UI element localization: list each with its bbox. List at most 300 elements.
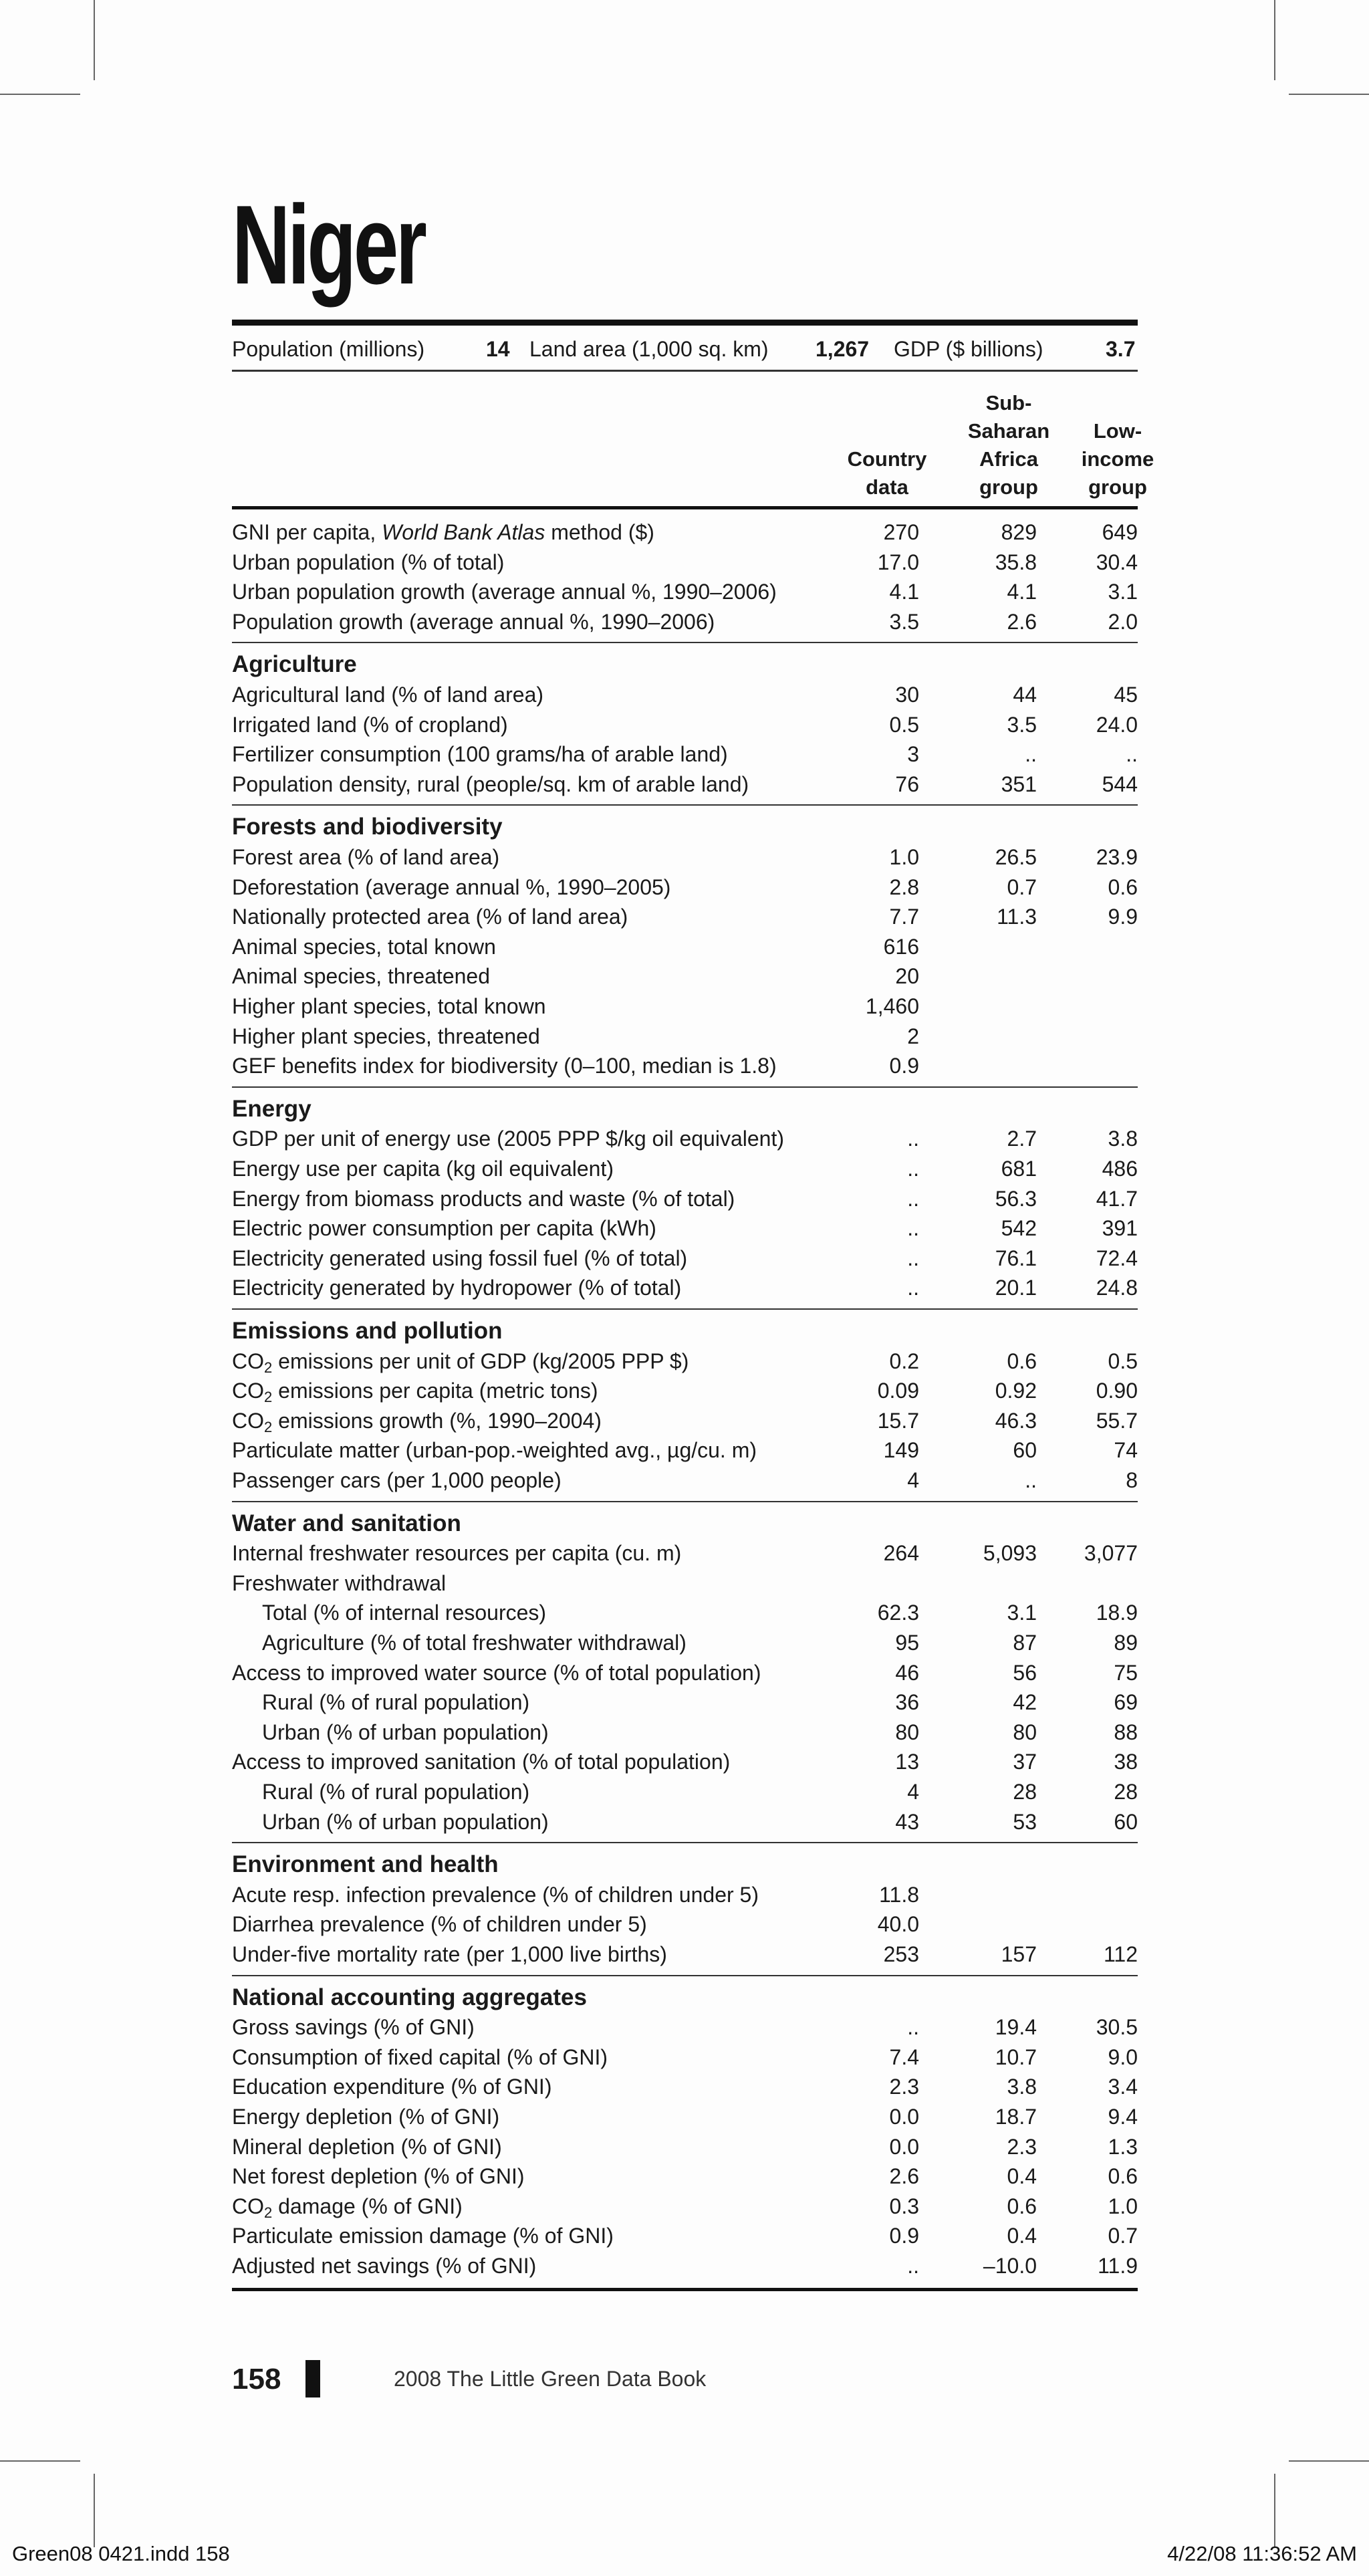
value-c2: 3.1 xyxy=(1007,1601,1037,1625)
row-label-text: Irrigated land (% of cropland) xyxy=(232,712,508,737)
table-row xyxy=(232,1124,1138,1153)
value-c1: .. xyxy=(907,1157,919,1181)
row-label-text: Population density, rural (people/sq. km of arable land) xyxy=(232,772,749,796)
row-label-text: Energy use per capita (kg oil equivalent) xyxy=(232,1157,614,1181)
value-c1: .. xyxy=(907,1276,919,1300)
value-c2: 20.1 xyxy=(995,1276,1037,1300)
row-label-text: Net forest depletion (% of GNI) xyxy=(232,2164,525,2189)
value-c3: 112 xyxy=(1103,1942,1138,1966)
title-rule xyxy=(232,320,1138,326)
value-c3: 41.7 xyxy=(1096,1186,1138,1211)
value-c2: 26.5 xyxy=(995,845,1037,869)
population-value: 14 xyxy=(486,337,510,361)
summary-rule xyxy=(232,370,1138,372)
value-c1: 4 xyxy=(907,1780,919,1804)
value-c2: 5,093 xyxy=(983,1541,1037,1566)
table-row xyxy=(232,961,1138,991)
value-c3: 3,077 xyxy=(1084,1541,1138,1566)
row-label-text: Higher plant species, threatened xyxy=(232,1024,540,1048)
page-number-bar xyxy=(305,2360,320,2397)
value-c2: 0.6 xyxy=(1007,2194,1037,2218)
value-c1: 7.7 xyxy=(889,905,919,929)
value-c1: 0.2 xyxy=(889,1349,919,1373)
row-label-text: Passenger cars (per 1,000 people) xyxy=(232,1468,562,1492)
table-row xyxy=(232,1406,1138,1435)
table-row xyxy=(232,2192,1138,2221)
row-label xyxy=(232,1051,777,1080)
row-label xyxy=(232,932,496,961)
crop-mark xyxy=(94,2474,95,2547)
crop-mark xyxy=(0,94,80,95)
section-heading: Environment and health xyxy=(232,1851,499,1878)
value-c1: 20 xyxy=(895,964,919,989)
slug-date: 4/22/08 11:36:52 AM xyxy=(1167,2542,1357,2565)
value-c1: 46 xyxy=(895,1660,919,1685)
value-c1: .. xyxy=(907,1186,919,1211)
page-title: Niger xyxy=(232,182,424,308)
value-c1: 7.4 xyxy=(889,2044,919,2069)
value-c3: 9.9 xyxy=(1108,905,1138,929)
row-label xyxy=(262,1807,549,1837)
value-c3: 72.4 xyxy=(1096,1246,1138,1270)
row-label-text: Total (% of internal resources) xyxy=(262,1601,547,1625)
value-c3: 391 xyxy=(1102,1216,1138,1241)
value-c1: .. xyxy=(907,1216,919,1241)
value-c2: 76.1 xyxy=(995,1246,1037,1270)
row-label-text: Nationally protected area (% of land area) xyxy=(232,905,628,929)
value-c3: 30.4 xyxy=(1096,550,1138,574)
row-label xyxy=(232,2221,614,2250)
row-label-text: Fertilizer consumption (100 grams/ha of arable land) xyxy=(232,742,728,767)
value-c3: 3.1 xyxy=(1108,580,1138,604)
table-bottom-rule xyxy=(232,2288,1138,2291)
table-row xyxy=(232,1376,1138,1405)
value-c1: 0.0 xyxy=(889,2134,919,2159)
row-label-text: Population growth (average annual %, 1990–2006) xyxy=(232,609,715,634)
value-c3: .. xyxy=(1126,742,1138,767)
table-row xyxy=(232,1213,1138,1243)
value-c1: 270 xyxy=(883,520,919,544)
value-c3: 3.8 xyxy=(1108,1127,1138,1151)
table-row xyxy=(232,2072,1138,2101)
table-row xyxy=(232,1747,1138,1776)
row-label-text: Electricity generated by hydropower (% of total) xyxy=(232,1276,682,1300)
value-c1: 0.9 xyxy=(889,1054,919,1078)
value-c1: 2.8 xyxy=(889,874,919,899)
column-header-low-income: Low- income group xyxy=(1081,419,1154,499)
value-c2: –10.0 xyxy=(983,2254,1037,2278)
row-label-text: Internal freshwater resources per capita (cu. m) xyxy=(232,1541,682,1566)
row-label xyxy=(232,770,749,799)
section-rule xyxy=(232,1501,1138,1502)
table-row xyxy=(232,517,1138,547)
value-c3: 23.9 xyxy=(1096,845,1138,869)
crop-mark xyxy=(1289,94,1369,95)
row-label-text: emissions per unit of GDP (kg/2005 PPP $) xyxy=(272,1349,689,1373)
row-label-text: GEF benefits index for biodiversity (0–100, median is 1.8) xyxy=(232,1054,777,1078)
value-c3: 0.6 xyxy=(1108,2164,1138,2189)
table-row xyxy=(232,2251,1138,2280)
value-c2: .. xyxy=(1025,1468,1037,1492)
table-row xyxy=(232,1807,1138,1837)
row-label-text: Consumption of fixed capital (% of GNI) xyxy=(232,2044,608,2069)
value-c3: 0.6 xyxy=(1108,874,1138,899)
value-c1: 616 xyxy=(883,934,919,959)
value-c2: 56.3 xyxy=(995,1186,1037,1211)
row-label xyxy=(232,1658,761,1687)
row-label-text: Access to improved sanitation (% of total population) xyxy=(232,1750,731,1774)
row-label xyxy=(232,991,546,1021)
table-row xyxy=(232,1718,1138,1747)
row-label-text: Agricultural land (% of land area) xyxy=(232,683,544,707)
value-c1: 2 xyxy=(907,1024,919,1048)
slug-file: Green08 0421.indd 158 xyxy=(12,2542,230,2565)
table-row xyxy=(232,902,1138,931)
row-label xyxy=(232,2132,502,2161)
row-label xyxy=(232,2192,463,2221)
row-label-text: Adjusted net savings (% of GNI) xyxy=(232,2254,537,2278)
value-c1: 13 xyxy=(895,1750,919,1774)
row-label-text: emissions growth (%, 1990–2004) xyxy=(272,1408,602,1433)
row-label-text: Gross savings (% of GNI) xyxy=(232,2015,475,2040)
value-c3: 75 xyxy=(1114,1660,1138,1685)
value-c3: 30.5 xyxy=(1096,2015,1138,2040)
row-label-text: Freshwater withdrawal xyxy=(232,1570,447,1595)
row-label xyxy=(232,710,508,739)
value-c1: 0.9 xyxy=(889,2224,919,2248)
row-label-text: Rural (% of rural population) xyxy=(262,1690,530,1715)
table-row xyxy=(232,872,1138,902)
section-heading: Water and sanitation xyxy=(232,1510,461,1536)
value-c2: 681 xyxy=(1001,1157,1037,1181)
value-c3: 24.8 xyxy=(1096,1276,1138,1300)
value-c2: 87 xyxy=(1013,1631,1037,1655)
value-c3: 18.9 xyxy=(1096,1601,1138,1625)
section-rule xyxy=(232,1086,1138,1088)
section-heading: Energy xyxy=(232,1095,312,1122)
value-c3: 9.4 xyxy=(1108,2105,1138,2129)
row-label xyxy=(232,1244,687,1273)
row-label-text: Urban (% of urban population) xyxy=(262,1720,549,1744)
table-row xyxy=(232,1051,1138,1080)
value-c1: 0.09 xyxy=(877,1379,919,1403)
row-label-text: Energy depletion (% of GNI) xyxy=(232,2105,500,2129)
row-label-text: Agriculture (% of total freshwater withdrawal) xyxy=(262,1631,687,1655)
value-c3: 60 xyxy=(1114,1809,1138,1834)
value-c1: 62.3 xyxy=(877,1601,919,1625)
row-label-text: Rural (% of rural population) xyxy=(262,1780,530,1804)
value-c2: 60 xyxy=(1013,1438,1037,1463)
row-label-text: Access to improved water source (% of total population) xyxy=(232,1660,761,1685)
row-label xyxy=(232,1466,562,1495)
row-label-text: Deforestation (average annual %, 1990–2005) xyxy=(232,874,671,899)
value-c1: 0.5 xyxy=(889,712,919,737)
value-c2: 46.3 xyxy=(995,1408,1037,1433)
population-label: Population (millions) xyxy=(232,337,425,361)
value-c3: 544 xyxy=(1102,772,1138,796)
value-c2: 0.7 xyxy=(1007,874,1037,899)
value-c1: 3.5 xyxy=(889,609,919,634)
crop-mark xyxy=(1274,0,1275,80)
co2-symbol: $CO_2$ xyxy=(232,1379,273,1406)
value-c1: 4.1 xyxy=(889,580,919,604)
table-row xyxy=(232,1909,1138,1939)
value-c2: 157 xyxy=(1001,1942,1037,1966)
book-title: 2008 The Little Green Data Book xyxy=(394,2367,707,2391)
value-c2: 351 xyxy=(1001,772,1037,796)
value-c3: 1.0 xyxy=(1108,2194,1138,2218)
row-label xyxy=(232,872,670,902)
table-row xyxy=(232,548,1138,577)
table-row xyxy=(232,1538,1138,1568)
section-rule xyxy=(232,804,1138,806)
table-row xyxy=(232,1435,1138,1465)
value-c3: 0.5 xyxy=(1108,1349,1138,1373)
row-label-text: Forest area (% of land area) xyxy=(232,845,500,869)
table-row xyxy=(232,1022,1138,1051)
row-label xyxy=(232,1184,735,1213)
value-c3: 8 xyxy=(1126,1468,1138,1492)
table-row xyxy=(232,2042,1138,2072)
value-c1: 76 xyxy=(895,772,919,796)
table-row xyxy=(232,991,1138,1021)
table-row xyxy=(232,1184,1138,1213)
value-c2: 829 xyxy=(1001,520,1037,544)
section-rule xyxy=(232,1975,1138,1976)
row-label xyxy=(232,548,504,577)
value-c1: 95 xyxy=(895,1631,919,1655)
row-label xyxy=(232,1940,667,1969)
value-c2: 3.5 xyxy=(1007,712,1037,737)
row-label xyxy=(262,1777,529,1806)
page-number: 158 xyxy=(232,2363,281,2395)
value-c1: 0.3 xyxy=(889,2194,919,2218)
row-label-text: GNI per capita, World Bank Atlas method ($) xyxy=(232,520,654,544)
value-c3: 486 xyxy=(1102,1157,1138,1181)
value-c2: 56 xyxy=(1013,1660,1037,1685)
co2-symbol: $CO_2$ xyxy=(232,1349,273,1376)
row-label xyxy=(232,1376,598,1405)
table-row xyxy=(232,607,1138,636)
row-label-text: Animal species, threatened xyxy=(232,964,490,989)
value-c2: 37 xyxy=(1013,1750,1037,1774)
row-label-text: Urban population (% of total) xyxy=(232,550,505,574)
table-row xyxy=(232,1154,1138,1183)
table-row xyxy=(232,680,1138,709)
value-c1: 2.6 xyxy=(889,2164,919,2189)
crop-mark xyxy=(0,2460,80,2462)
row-label xyxy=(232,517,654,547)
row-label xyxy=(262,1628,687,1657)
table-row xyxy=(232,2012,1138,2042)
value-c1: 40.0 xyxy=(877,1912,919,1937)
table-row xyxy=(232,1244,1138,1273)
section-rule xyxy=(232,1842,1138,1843)
row-label-text: Acute resp. infection prevalence (% of children under 5) xyxy=(232,1882,759,1907)
value-c3: 0.7 xyxy=(1108,2224,1138,2248)
table-row xyxy=(232,2132,1138,2161)
value-c2: 11.3 xyxy=(997,905,1037,929)
gdp-value: 3.7 xyxy=(1106,337,1136,361)
value-c2: 3.8 xyxy=(1007,2075,1037,2099)
value-c3: 45 xyxy=(1114,683,1138,707)
table-row xyxy=(232,1940,1138,1969)
value-c2: 0.4 xyxy=(1007,2164,1037,2189)
value-c1: 253 xyxy=(883,1942,919,1966)
row-label xyxy=(232,1273,681,1302)
value-c3: 1.3 xyxy=(1108,2134,1138,2159)
value-c1: 30 xyxy=(895,683,919,707)
value-c3: 9.0 xyxy=(1108,2044,1138,2069)
value-c1: 11.8 xyxy=(879,1882,919,1907)
row-label xyxy=(232,842,499,872)
row-label xyxy=(232,961,490,991)
row-label-text: GDP per unit of energy use (2005 PPP $/kg oil equivalent) xyxy=(232,1127,784,1151)
value-c2: 18.7 xyxy=(995,2105,1037,2129)
row-label xyxy=(232,1880,759,1909)
value-c2: 42 xyxy=(1013,1690,1037,1715)
value-c3: 88 xyxy=(1114,1720,1138,1744)
row-label xyxy=(232,1435,757,1465)
row-label-text: Electricity generated using fossil fuel (% of total) xyxy=(232,1246,688,1270)
value-c2: .. xyxy=(1025,742,1037,767)
table-row xyxy=(232,932,1138,961)
value-c3: 2.0 xyxy=(1108,609,1138,634)
land-label: Land area (1,000 sq. km) xyxy=(529,337,769,361)
value-c1: 2.3 xyxy=(889,2075,919,2099)
row-label xyxy=(232,1568,446,1598)
co2-symbol: $CO_2$ xyxy=(232,1408,273,1435)
section-heading: Agriculture xyxy=(232,651,357,678)
row-label xyxy=(232,2161,525,2191)
row-label xyxy=(262,1687,529,1717)
value-c2: 10.7 xyxy=(995,2044,1037,2069)
column-header-ssa: Sub- Saharan Africa group xyxy=(967,391,1050,499)
value-c1: 36 xyxy=(895,1690,919,1715)
summary-bar xyxy=(232,334,1138,364)
row-label xyxy=(232,1022,540,1051)
row-label xyxy=(232,2251,536,2280)
crop-mark xyxy=(1274,2474,1275,2547)
table-row xyxy=(232,577,1138,606)
value-c2: 2.3 xyxy=(1007,2134,1037,2159)
row-label-text: Particulate emission damage (% of GNI) xyxy=(232,2224,614,2248)
value-c2: 2.7 xyxy=(1007,1127,1037,1151)
gdp-label: GDP ($ billions) xyxy=(894,337,1043,361)
table-row xyxy=(232,2221,1138,2250)
value-c1: .. xyxy=(907,2254,919,2278)
row-label-text: Higher plant species, total known xyxy=(232,994,546,1018)
table-row xyxy=(232,739,1138,769)
value-c1: 264 xyxy=(883,1541,919,1566)
value-c3: 3.4 xyxy=(1108,2075,1138,2099)
row-label xyxy=(232,1124,784,1153)
value-c2: 53 xyxy=(1013,1809,1037,1834)
table-row xyxy=(232,770,1138,799)
value-c3: 38 xyxy=(1114,1750,1138,1774)
value-c3: 28 xyxy=(1114,1780,1138,1804)
row-label xyxy=(232,1154,614,1183)
row-label xyxy=(232,902,628,931)
value-c2: 28 xyxy=(1013,1780,1037,1804)
value-c2: 35.8 xyxy=(995,550,1037,574)
table-row xyxy=(232,1880,1138,1909)
section-heading: Emissions and pollution xyxy=(232,1318,503,1344)
row-label-text: Under-five mortality rate (per 1,000 live births) xyxy=(232,1942,667,1966)
section-rule xyxy=(232,642,1138,643)
column-header-country: Country data xyxy=(847,447,927,499)
table-row xyxy=(232,1273,1138,1302)
value-c2: 19.4 xyxy=(995,2015,1037,2040)
value-c3: 69 xyxy=(1114,1690,1138,1715)
table-row xyxy=(232,2102,1138,2131)
row-label-text: Diarrhea prevalence (% of children under 5) xyxy=(232,1912,647,1937)
value-c1: .. xyxy=(907,2015,919,2040)
value-c1: 17.0 xyxy=(877,550,919,574)
table-row xyxy=(232,1777,1138,1806)
value-c2: 0.92 xyxy=(995,1379,1037,1403)
row-label-text: Electric power consumption per capita (kWh) xyxy=(232,1216,656,1241)
row-label-text: Urban (% of urban population) xyxy=(262,1809,549,1834)
row-label xyxy=(232,2012,475,2042)
row-label xyxy=(232,607,715,636)
row-label-text: Urban population growth (average annual %, 1990–2006) xyxy=(232,580,777,604)
section-rule xyxy=(232,1308,1138,1310)
value-c3: 89 xyxy=(1114,1631,1138,1655)
section-heading: National accounting aggregates xyxy=(232,1984,587,2010)
value-c1: .. xyxy=(907,1127,919,1151)
table-row xyxy=(232,842,1138,872)
value-c1: 0.0 xyxy=(889,2105,919,2129)
table-row xyxy=(232,1568,1138,1598)
value-c1: 80 xyxy=(895,1720,919,1744)
table-row xyxy=(232,2161,1138,2191)
row-label xyxy=(232,680,543,709)
row-label-text: Mineral depletion (% of GNI) xyxy=(232,2134,502,2159)
value-c2: 80 xyxy=(1013,1720,1037,1744)
value-c1: 1.0 xyxy=(889,845,919,869)
row-label xyxy=(232,1346,689,1376)
value-c3: 11.9 xyxy=(1098,2254,1138,2278)
value-c1: 4 xyxy=(907,1468,919,1492)
value-c1: 1,460 xyxy=(865,994,919,1018)
row-label xyxy=(232,739,728,769)
value-c2: 4.1 xyxy=(1007,580,1037,604)
row-label-text: Animal species, total known xyxy=(232,934,496,959)
row-label xyxy=(232,2072,551,2101)
row-label xyxy=(232,2102,499,2131)
crop-mark xyxy=(94,0,95,80)
row-label-text: Education expenditure (% of GNI) xyxy=(232,2075,552,2099)
row-label-text: Energy from biomass products and waste (% of total) xyxy=(232,1186,735,1211)
value-c3: 55.7 xyxy=(1096,1408,1138,1433)
land-value: 1,267 xyxy=(816,337,870,361)
row-label-text: damage (% of GNI) xyxy=(272,2194,463,2218)
value-c3: 649 xyxy=(1102,520,1138,544)
value-c2: 0.4 xyxy=(1007,2224,1037,2248)
co2-symbol: $CO_2$ xyxy=(232,2194,273,2221)
row-label xyxy=(262,1598,546,1627)
row-label xyxy=(232,1213,656,1243)
row-label xyxy=(232,1538,681,1568)
value-c2: 542 xyxy=(1001,1216,1037,1241)
row-label xyxy=(232,1406,602,1435)
table-row xyxy=(232,1687,1138,1717)
row-label-text: emissions per capita (metric tons) xyxy=(272,1379,598,1403)
row-label xyxy=(232,577,777,606)
crop-mark xyxy=(1289,2460,1369,2462)
row-label-text: Particulate matter (urban-pop.-weighted avg., µg/cu. m) xyxy=(232,1438,757,1463)
